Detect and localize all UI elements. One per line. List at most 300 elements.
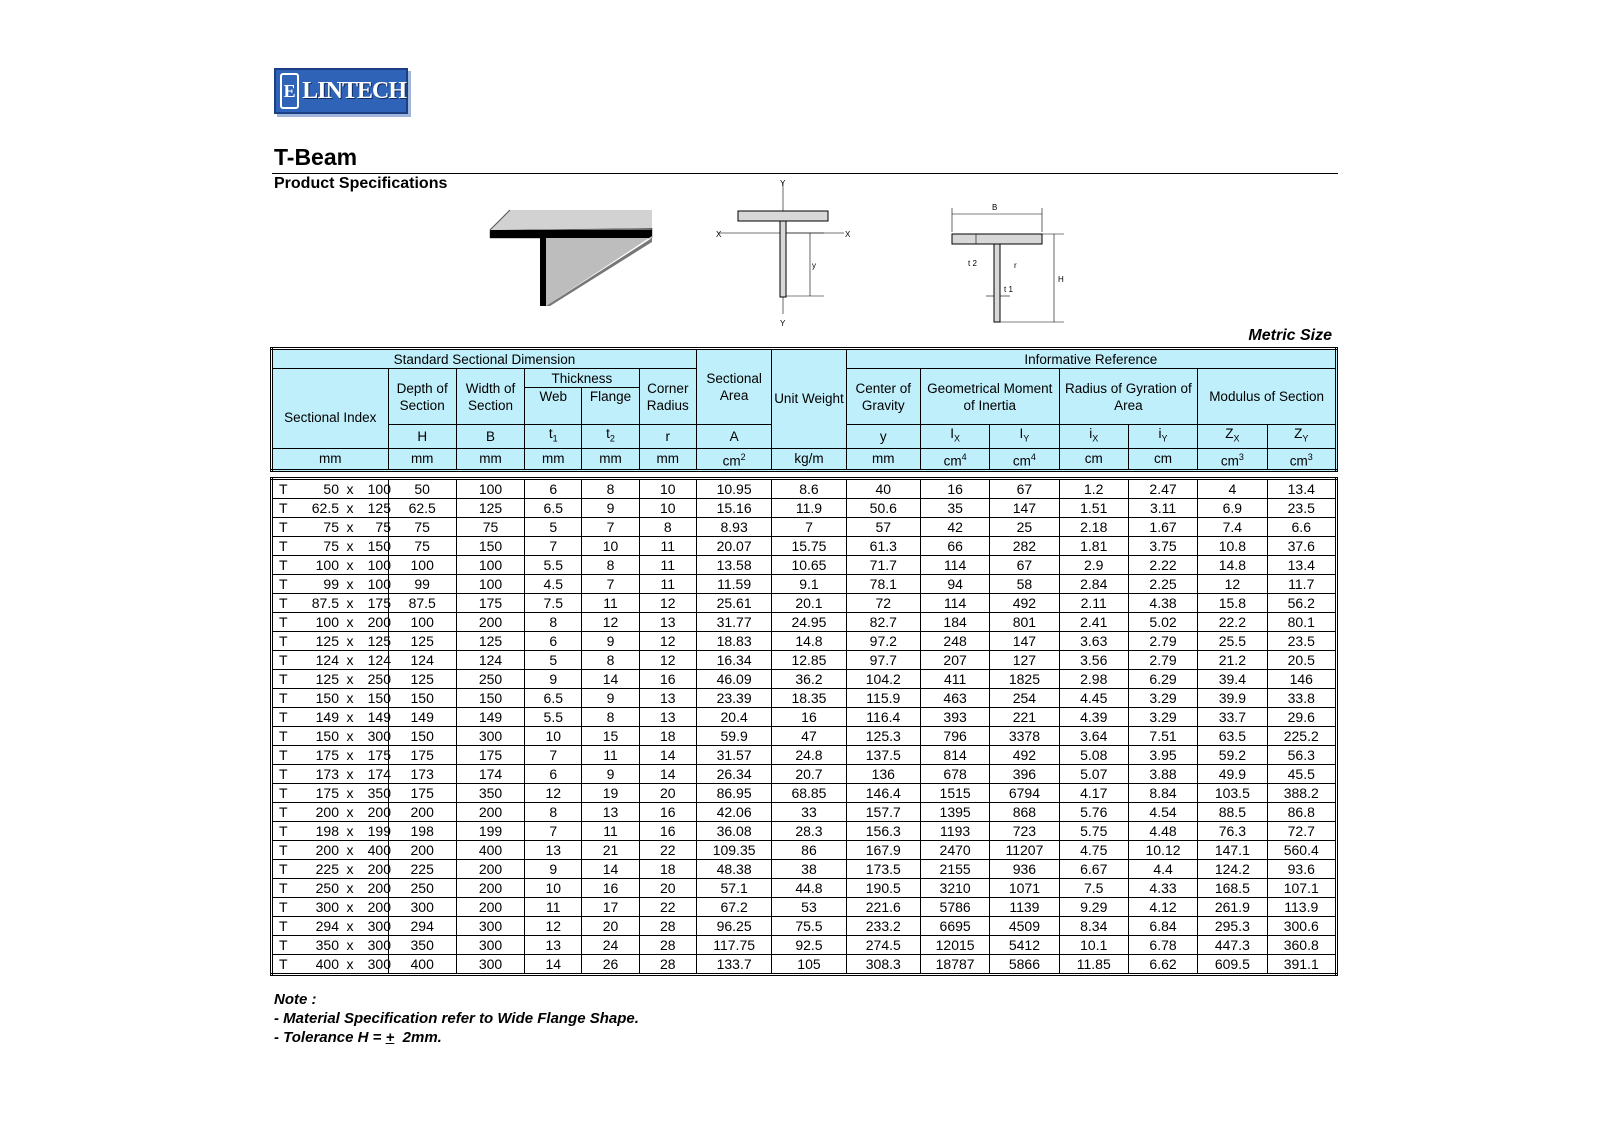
- spec-table-wrapper: [270, 347, 1338, 976]
- table-row: [272, 803, 1337, 822]
- cell-t1: 7: [525, 537, 582, 556]
- header-corner-radius: Corner Radius: [639, 369, 696, 425]
- cell-ix: 1.51: [1059, 499, 1128, 518]
- table-row: [272, 784, 1337, 803]
- cell-ix: 184: [920, 613, 989, 632]
- cell-ix: 42: [920, 518, 989, 537]
- cell-zx: 25.5: [1198, 632, 1267, 651]
- cell-b: 200: [456, 898, 524, 917]
- cell-w: 68.85: [772, 784, 846, 803]
- cell-sectional-index: T 173 x 174: [272, 765, 389, 784]
- header-informative: Informative Reference: [846, 349, 1336, 369]
- cell-w: 8.6: [772, 479, 846, 499]
- cell-a: 133.7: [696, 955, 771, 975]
- cell-b: 199: [456, 822, 524, 841]
- cell-t2: 8: [582, 479, 639, 499]
- cell-h: 175: [388, 746, 456, 765]
- cell-ix: 393: [920, 708, 989, 727]
- spec-table: [270, 347, 1338, 976]
- cell-ix: 248: [920, 632, 989, 651]
- cell-t2: 14: [582, 670, 639, 689]
- cell-w: 24.8: [772, 746, 846, 765]
- header-unit-weight: Unit Weight: [772, 349, 846, 449]
- cell-ix: 8.34: [1059, 917, 1128, 936]
- cell-h: 149: [388, 708, 456, 727]
- cell-zy: 56.3: [1267, 746, 1336, 765]
- cell-zx: 147.1: [1198, 841, 1267, 860]
- table-row: [272, 746, 1337, 765]
- cell-iy: 1825: [990, 670, 1059, 689]
- cell-t1: 12: [525, 917, 582, 936]
- cell-sectional-index: T 200 x 400: [272, 841, 389, 860]
- cell-sectional-index: T 150 x 300: [272, 727, 389, 746]
- cell-t1: 9: [525, 670, 582, 689]
- cell-h: 294: [388, 917, 456, 936]
- cell-r: 12: [639, 651, 696, 670]
- cell-zy: 388.2: [1267, 784, 1336, 803]
- cell-sectional-index: T 300 x 200: [272, 898, 389, 917]
- cell-t2: 9: [582, 632, 639, 651]
- logo-text: LINTECH: [302, 77, 406, 104]
- unit-iy: cm: [1128, 448, 1197, 471]
- cell-zy: 360.8: [1267, 936, 1336, 955]
- cell-t1: 8: [525, 803, 582, 822]
- unit-Iy: $cm^4$: [990, 448, 1059, 471]
- cell-iy: 2.22: [1128, 556, 1197, 575]
- diagram-label-x-right: X: [845, 230, 851, 239]
- cell-ix: 16: [920, 479, 989, 499]
- cell-ix: 5.07: [1059, 765, 1128, 784]
- cell-iy: 4.4: [1128, 860, 1197, 879]
- cell-y: 125.3: [846, 727, 920, 746]
- table-row: [272, 632, 1337, 651]
- title-divider: [272, 173, 1338, 174]
- cell-w: 36.2: [772, 670, 846, 689]
- cell-b: 75: [456, 518, 524, 537]
- cell-ix: 3.63: [1059, 632, 1128, 651]
- notes: [274, 990, 639, 1047]
- cell-t2: 8: [582, 708, 639, 727]
- cell-h: 125: [388, 670, 456, 689]
- header-center-gravity: Center of Gravity: [846, 369, 920, 425]
- cell-t1: 13: [525, 936, 582, 955]
- cell-iy: 147: [990, 499, 1059, 518]
- cell-r: 28: [639, 917, 696, 936]
- cell-zy: 93.6: [1267, 860, 1336, 879]
- cell-iy: 5412: [990, 936, 1059, 955]
- table-row: [272, 594, 1337, 613]
- cell-a: 59.9: [696, 727, 771, 746]
- cell-b: 200: [456, 879, 524, 898]
- cell-h: 200: [388, 841, 456, 860]
- cell-y: 40: [846, 479, 920, 499]
- cell-iy: 3378: [990, 727, 1059, 746]
- header-sectional-index: Sectional Index: [272, 369, 389, 449]
- cell-h: 50: [388, 479, 456, 499]
- cell-r: 22: [639, 841, 696, 860]
- cell-b: 125: [456, 632, 524, 651]
- cell-t2: 9: [582, 689, 639, 708]
- page-subtitle: Product Specifications: [274, 175, 448, 192]
- cell-y: 82.7: [846, 613, 920, 632]
- cell-t1: 12: [525, 784, 582, 803]
- cell-t2: 11: [582, 594, 639, 613]
- cell-h: 350: [388, 936, 456, 955]
- cell-t2: 7: [582, 575, 639, 594]
- cell-zx: 6.9: [1198, 499, 1267, 518]
- cell-y: 157.7: [846, 803, 920, 822]
- cell-ix: 94: [920, 575, 989, 594]
- cell-y: 72: [846, 594, 920, 613]
- cell-w: 47: [772, 727, 846, 746]
- cell-zy: 33.8: [1267, 689, 1336, 708]
- cell-w: 18.35: [772, 689, 846, 708]
- cell-w: 92.5: [772, 936, 846, 955]
- sym-ix: $i_X$: [1059, 425, 1128, 449]
- cell-h: 173: [388, 765, 456, 784]
- header-web: Web: [525, 388, 582, 425]
- cell-y: 274.5: [846, 936, 920, 955]
- cell-iy: 4.33: [1128, 879, 1197, 898]
- cell-iy: 147: [990, 632, 1059, 651]
- cell-sectional-index: T 124 x 124: [272, 651, 389, 670]
- company-logo: [274, 68, 408, 114]
- t-beam-cross-section-axes: [716, 179, 851, 328]
- cell-w: 20.7: [772, 765, 846, 784]
- table-row: [272, 879, 1337, 898]
- cell-y: 116.4: [846, 708, 920, 727]
- cell-ix: 678: [920, 765, 989, 784]
- cell-iy: 3.95: [1128, 746, 1197, 765]
- cell-zy: 113.9: [1267, 898, 1336, 917]
- cell-zx: 447.3: [1198, 936, 1267, 955]
- diagram-label-y-bottom: Y: [780, 319, 786, 328]
- cell-b: 300: [456, 955, 524, 975]
- cell-t1: 7: [525, 822, 582, 841]
- cell-zy: 560.4: [1267, 841, 1336, 860]
- diagram-label-b: B: [992, 203, 998, 212]
- cell-zy: 45.5: [1267, 765, 1336, 784]
- cell-r: 13: [639, 613, 696, 632]
- cell-iy: 7.51: [1128, 727, 1197, 746]
- sym-B: B: [456, 425, 524, 449]
- cell-zy: 391.1: [1267, 955, 1336, 975]
- cell-ix: 66: [920, 537, 989, 556]
- cell-w: 15.75: [772, 537, 846, 556]
- cell-zy: 300.6: [1267, 917, 1336, 936]
- cell-zy: 80.1: [1267, 613, 1336, 632]
- unit-y: mm: [846, 448, 920, 471]
- cell-ix: 4.39: [1059, 708, 1128, 727]
- cell-a: 67.2: [696, 898, 771, 917]
- table-row: [272, 917, 1337, 936]
- cell-h: 124: [388, 651, 456, 670]
- cell-sectional-index: T 75 x 150: [272, 537, 389, 556]
- cell-r: 11: [639, 556, 696, 575]
- cell-a: 48.38: [696, 860, 771, 879]
- cell-r: 10: [639, 499, 696, 518]
- cell-sectional-index: T 75 x 75: [272, 518, 389, 537]
- cell-iy: 2.47: [1128, 479, 1197, 499]
- cell-iy: 11207: [990, 841, 1059, 860]
- sym-Zy: $Z_Y$: [1267, 425, 1336, 449]
- cell-b: 300: [456, 917, 524, 936]
- cell-a: 86.95: [696, 784, 771, 803]
- cell-sectional-index: T 87.5 x 175: [272, 594, 389, 613]
- cell-t1: 13: [525, 841, 582, 860]
- cell-iy: 3.88: [1128, 765, 1197, 784]
- cell-t2: 10: [582, 537, 639, 556]
- cell-zx: 295.3: [1198, 917, 1267, 936]
- cell-ix: 4.17: [1059, 784, 1128, 803]
- table-row: [272, 537, 1337, 556]
- cell-a: 42.06: [696, 803, 771, 822]
- cell-iy: 67: [990, 479, 1059, 499]
- cell-w: 44.8: [772, 879, 846, 898]
- cell-iy: 221: [990, 708, 1059, 727]
- cell-t1: 7.5: [525, 594, 582, 613]
- cell-sectional-index: T 250 x 200: [272, 879, 389, 898]
- cell-zx: 103.5: [1198, 784, 1267, 803]
- cell-iy: 868: [990, 803, 1059, 822]
- cell-sectional-index: T 200 x 200: [272, 803, 389, 822]
- unit-w: kg/m: [772, 448, 846, 471]
- cell-t2: 19: [582, 784, 639, 803]
- cell-h: 100: [388, 613, 456, 632]
- table-row: [272, 708, 1337, 727]
- cell-iy: 282: [990, 537, 1059, 556]
- cell-h: 125: [388, 632, 456, 651]
- cell-zx: 39.9: [1198, 689, 1267, 708]
- cell-iy: 492: [990, 746, 1059, 765]
- table-row: [272, 479, 1337, 499]
- cell-t1: 14: [525, 955, 582, 975]
- cell-a: 25.61: [696, 594, 771, 613]
- cell-zx: 63.5: [1198, 727, 1267, 746]
- cell-h: 400: [388, 955, 456, 975]
- cell-iy: 10.12: [1128, 841, 1197, 860]
- cell-zy: 86.8: [1267, 803, 1336, 822]
- cell-b: 175: [456, 594, 524, 613]
- cell-iy: 396: [990, 765, 1059, 784]
- cell-iy: 5866: [990, 955, 1059, 975]
- sym-t2: $t_2$: [582, 425, 639, 449]
- cell-r: 12: [639, 594, 696, 613]
- cell-ix: 11.85: [1059, 955, 1128, 975]
- sym-Ix: $I_X$: [920, 425, 989, 449]
- cell-zy: 37.6: [1267, 537, 1336, 556]
- cell-r: 28: [639, 936, 696, 955]
- cell-t2: 9: [582, 499, 639, 518]
- cell-t2: 20: [582, 917, 639, 936]
- cell-ix: 114: [920, 594, 989, 613]
- cell-zx: 88.5: [1198, 803, 1267, 822]
- cell-w: 11.9: [772, 499, 846, 518]
- cell-sectional-index: T 350 x 300: [272, 936, 389, 955]
- cell-t2: 26: [582, 955, 639, 975]
- cell-ix: 5.08: [1059, 746, 1128, 765]
- cell-a: 8.93: [696, 518, 771, 537]
- unit-Zx: $cm^3$: [1198, 448, 1267, 471]
- cell-sectional-index: T 50 x 100: [272, 479, 389, 499]
- table-row: [272, 556, 1337, 575]
- cell-zy: 56.2: [1267, 594, 1336, 613]
- cell-ix: 207: [920, 651, 989, 670]
- cell-r: 28: [639, 955, 696, 975]
- cell-zx: 21.2: [1198, 651, 1267, 670]
- cell-h: 75: [388, 537, 456, 556]
- cell-ix: 2.84: [1059, 575, 1128, 594]
- cell-t1: 5.5: [525, 708, 582, 727]
- cell-t2: 12: [582, 613, 639, 632]
- cell-b: 250: [456, 670, 524, 689]
- unit-Ix: $cm^4$: [920, 448, 989, 471]
- diagram-label-x-left: X: [716, 230, 722, 239]
- cell-iy: 25: [990, 518, 1059, 537]
- cell-ix: 5.76: [1059, 803, 1128, 822]
- cell-w: 12.85: [772, 651, 846, 670]
- cell-t2: 24: [582, 936, 639, 955]
- diagram-label-y-top: Y: [780, 179, 786, 188]
- cell-y: 97.7: [846, 651, 920, 670]
- cell-zx: 39.4: [1198, 670, 1267, 689]
- cell-zx: 76.3: [1198, 822, 1267, 841]
- cell-t2: 11: [582, 822, 639, 841]
- cell-iy: 58: [990, 575, 1059, 594]
- cell-sectional-index: T 125 x 125: [272, 632, 389, 651]
- cell-h: 99: [388, 575, 456, 594]
- cell-y: 167.9: [846, 841, 920, 860]
- cell-ix: 114: [920, 556, 989, 575]
- cell-iy: 6794: [990, 784, 1059, 803]
- cell-b: 200: [456, 613, 524, 632]
- metric-size-label: Metric Size: [1248, 327, 1332, 344]
- cell-ix: 6695: [920, 917, 989, 936]
- unit-A: $cm^2$: [696, 448, 771, 471]
- cell-r: 12: [639, 632, 696, 651]
- note-title: Note :: [274, 991, 317, 1008]
- cell-b: 149: [456, 708, 524, 727]
- cell-iy: 6.29: [1128, 670, 1197, 689]
- cell-zy: 13.4: [1267, 479, 1336, 499]
- cell-y: 115.9: [846, 689, 920, 708]
- cell-t2: 17: [582, 898, 639, 917]
- cell-w: 53: [772, 898, 846, 917]
- unit-idx: mm: [272, 448, 389, 471]
- cell-sectional-index: T 150 x 150: [272, 689, 389, 708]
- cell-iy: 6.62: [1128, 955, 1197, 975]
- cell-zy: 225.2: [1267, 727, 1336, 746]
- cell-b: 350: [456, 784, 524, 803]
- cell-zx: 59.2: [1198, 746, 1267, 765]
- table-row: [272, 936, 1337, 955]
- cell-y: 97.2: [846, 632, 920, 651]
- spacer: [272, 471, 1337, 479]
- cell-b: 400: [456, 841, 524, 860]
- header-depth: Depth of Section: [388, 369, 456, 425]
- cell-t1: 6: [525, 765, 582, 784]
- unit-t2: mm: [582, 448, 639, 471]
- header-thickness: Thickness: [525, 369, 640, 388]
- cell-zy: 23.5: [1267, 499, 1336, 518]
- cell-t2: 8: [582, 556, 639, 575]
- cell-a: 23.39: [696, 689, 771, 708]
- cell-b: 100: [456, 556, 524, 575]
- cell-zy: 13.4: [1267, 556, 1336, 575]
- cell-t2: 9: [582, 765, 639, 784]
- cell-w: 86: [772, 841, 846, 860]
- cell-y: 146.4: [846, 784, 920, 803]
- cell-iy: 4.38: [1128, 594, 1197, 613]
- cell-iy: 6.78: [1128, 936, 1197, 955]
- cell-a: 96.25: [696, 917, 771, 936]
- table-row: [272, 841, 1337, 860]
- cell-w: 7: [772, 518, 846, 537]
- cell-a: 11.59: [696, 575, 771, 594]
- cell-iy: 4.54: [1128, 803, 1197, 822]
- cell-zx: 4: [1198, 479, 1267, 499]
- cell-ix: 12015: [920, 936, 989, 955]
- cell-iy: 4.12: [1128, 898, 1197, 917]
- cell-t1: 8: [525, 613, 582, 632]
- cell-iy: 1139: [990, 898, 1059, 917]
- cell-ix: 2.18: [1059, 518, 1128, 537]
- cell-t1: 10: [525, 879, 582, 898]
- cell-sectional-index: T 294 x 300: [272, 917, 389, 936]
- cell-iy: 127: [990, 651, 1059, 670]
- cell-t2: 7: [582, 518, 639, 537]
- diagram-label-t1: t 1: [1004, 285, 1013, 294]
- cell-a: 31.77: [696, 613, 771, 632]
- sym-A: A: [696, 425, 771, 449]
- cell-y: 71.7: [846, 556, 920, 575]
- cell-ix: 2470: [920, 841, 989, 860]
- cell-iy: 254: [990, 689, 1059, 708]
- cell-w: 14.8: [772, 632, 846, 651]
- cell-y: 104.2: [846, 670, 920, 689]
- cell-r: 13: [639, 708, 696, 727]
- cell-ix: 3.64: [1059, 727, 1128, 746]
- cell-a: 20.07: [696, 537, 771, 556]
- cell-t1: 5.5: [525, 556, 582, 575]
- t-beam-3d-illustration: [490, 210, 652, 306]
- cell-ix: 796: [920, 727, 989, 746]
- unit-ix: cm: [1059, 448, 1128, 471]
- cell-a: 26.34: [696, 765, 771, 784]
- header-modulus: Modulus of Section: [1198, 369, 1337, 425]
- header-radius-gyration: Radius of Gyration of Area: [1059, 369, 1198, 425]
- cell-ix: 2.11: [1059, 594, 1128, 613]
- cell-ix: 4.45: [1059, 689, 1128, 708]
- cell-h: 198: [388, 822, 456, 841]
- cell-y: 137.5: [846, 746, 920, 765]
- cell-r: 10: [639, 479, 696, 499]
- sym-iy: $i_Y$: [1128, 425, 1197, 449]
- cell-iy: 936: [990, 860, 1059, 879]
- table-row: [272, 499, 1337, 518]
- cell-r: 20: [639, 784, 696, 803]
- header-moment-inertia: Geometrical Moment of Inertia: [920, 369, 1059, 425]
- sym-Iy: $I_Y$: [990, 425, 1059, 449]
- cell-iy: 3.11: [1128, 499, 1197, 518]
- header-sectional-area: Sectional Area: [696, 349, 771, 425]
- sym-y: y: [846, 425, 920, 449]
- cell-y: 57: [846, 518, 920, 537]
- cell-w: 33: [772, 803, 846, 822]
- sym-Zx: $Z_X$: [1198, 425, 1267, 449]
- cell-iy: 3.29: [1128, 708, 1197, 727]
- cell-y: 156.3: [846, 822, 920, 841]
